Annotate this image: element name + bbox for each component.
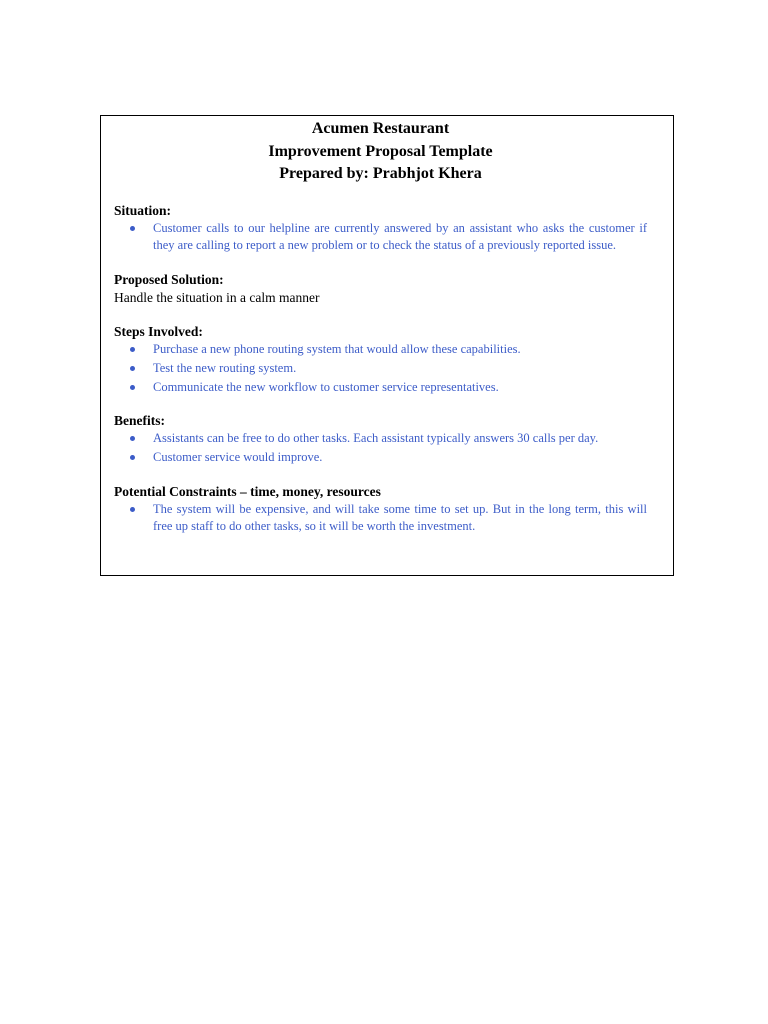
constraints-list bbox=[114, 501, 647, 536]
steps-list bbox=[114, 341, 647, 397]
bullet-icon bbox=[130, 347, 135, 352]
list-item: Assistants can be free to do other tasks. Each assistant typically answers 30 calls per day. bbox=[114, 430, 647, 448]
steps-section bbox=[114, 323, 647, 397]
situation-list bbox=[114, 220, 647, 255]
list-item: Purchase a new phone routing system that would allow these capabilities. bbox=[114, 341, 647, 359]
bullet-icon bbox=[130, 507, 135, 512]
bullet-icon bbox=[130, 436, 135, 441]
list-item: Customer service would improve. bbox=[114, 449, 647, 467]
template-title: Improvement Proposal Template bbox=[268, 142, 493, 160]
benefits-section bbox=[114, 412, 647, 467]
bullet-icon bbox=[130, 226, 135, 231]
proposed-solution-text: Handle the situation in a calm manner bbox=[114, 289, 320, 305]
list-item: Test the new routing system. bbox=[114, 360, 647, 378]
constraints-heading: Potential Constraints – time, money, resources bbox=[114, 483, 381, 499]
prepared-by: Prepared by: Prabhjot Khera bbox=[279, 165, 482, 182]
list-item: Communicate the new workflow to customer service representatives. bbox=[114, 379, 647, 397]
bullet-icon bbox=[130, 385, 135, 390]
restaurant-name: Acumen Restaurant bbox=[311, 120, 450, 137]
bullet-icon bbox=[130, 455, 135, 460]
situation-heading: Situation: bbox=[114, 202, 172, 218]
proposed-solution-section bbox=[114, 271, 647, 307]
proposal-document bbox=[100, 115, 674, 576]
steps-heading: Steps Involved: bbox=[114, 323, 203, 339]
constraints-section bbox=[114, 483, 647, 536]
proposed-solution-heading: Proposed Solution: bbox=[114, 271, 224, 287]
benefits-list bbox=[114, 430, 647, 467]
list-item: Customer calls to our helpline are currently answered by an assistant who asks the customer if they are calling to report a new problem or to check the status of a previously reported issue. bbox=[114, 220, 647, 255]
bullet-icon bbox=[130, 366, 135, 371]
document-title bbox=[114, 118, 647, 186]
list-item: The system will be expensive, and will take some time to set up. But in the long term, this will free up staff to do other tasks, so it will be worth the investment. bbox=[114, 501, 647, 536]
situation-section bbox=[114, 202, 647, 255]
benefits-heading: Benefits: bbox=[114, 413, 165, 428]
